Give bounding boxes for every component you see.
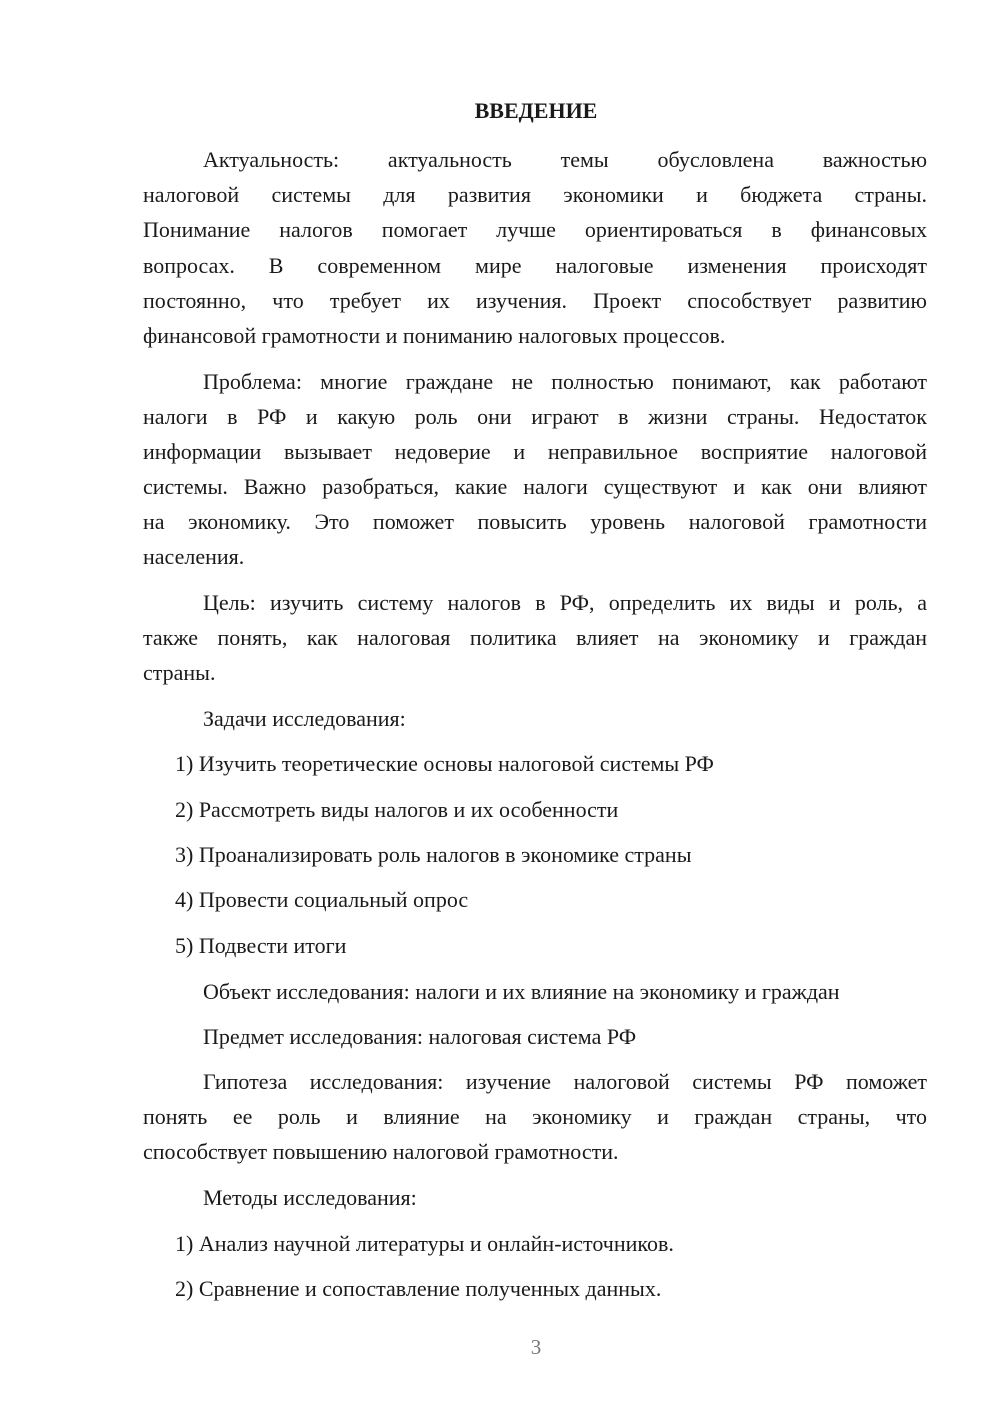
hypothesis-line: способствует повышению налоговой грамотности.: [143, 1139, 619, 1164]
task-item: 3) Проанализировать роль налогов в экономике страны: [175, 842, 692, 867]
task-item: 5) Подвести итоги: [175, 933, 347, 958]
problem-line: Проблема: многие граждане не полностью понимают, как работают: [203, 369, 927, 394]
task-item: 1) Изучить теоретические основы налоговой системы РФ: [175, 751, 714, 776]
method-item: 1) Анализ научной литературы и онлайн-источников.: [175, 1231, 674, 1256]
research-object: Объект исследования: налоги и их влияние на экономику и граждан: [203, 979, 840, 1004]
problem-line: информации вызывает недоверие и неправильное восприятие налоговой: [143, 439, 927, 464]
relevance-line: Понимание налогов помогает лучше ориентироваться в финансовых: [143, 217, 927, 242]
page-number: 3: [530, 1335, 542, 1359]
problem-line: на экономику. Это поможет повысить уровень налоговой грамотности: [143, 509, 927, 534]
problem-line: налоги в РФ и какую роль они играют в жизни страны. Недостаток: [143, 404, 927, 429]
research-subject: Предмет исследования: налоговая система РФ: [203, 1024, 637, 1049]
hypothesis-line: понять ее роль и влияние на экономику и граждан страны, что: [143, 1104, 927, 1129]
goal-line: страны.: [143, 660, 216, 685]
goal-line: Цель: изучить систему налогов в РФ, определить их виды и роль, а: [203, 590, 927, 615]
method-item: 2) Сравнение и сопоставление полученных данных.: [175, 1276, 662, 1301]
relevance-line: постоянно, что требует их изучения. Проект способствует развитию: [143, 288, 927, 313]
hypothesis-line: Гипотеза исследования: изучение налоговой системы РФ поможет: [203, 1069, 927, 1094]
tasks-heading: Задачи исследования:: [203, 706, 406, 731]
methods-heading: Методы исследования:: [203, 1185, 417, 1210]
task-item: 4) Провести социальный опрос: [175, 887, 469, 912]
relevance-line: финансовой грамотности и пониманию налоговых процессов.: [143, 323, 726, 348]
relevance-line: Актуальность: актуальность темы обусловлена важностью: [203, 147, 927, 172]
relevance-line: вопросах. В современном мире налоговые изменения происходят: [143, 253, 927, 278]
page-title: ВВЕДЕНИЕ: [474, 98, 598, 123]
relevance-line: налоговой системы для развития экономики и бюджета страны.: [143, 182, 927, 207]
goal-line: также понять, как налоговая политика влияет на экономику и граждан: [143, 625, 927, 650]
task-item: 2) Рассмотреть виды налогов и их особенности: [175, 797, 619, 822]
problem-line: населения.: [143, 544, 245, 569]
problem-line: системы. Важно разобраться, какие налоги существуют и как они влияют: [143, 474, 927, 499]
